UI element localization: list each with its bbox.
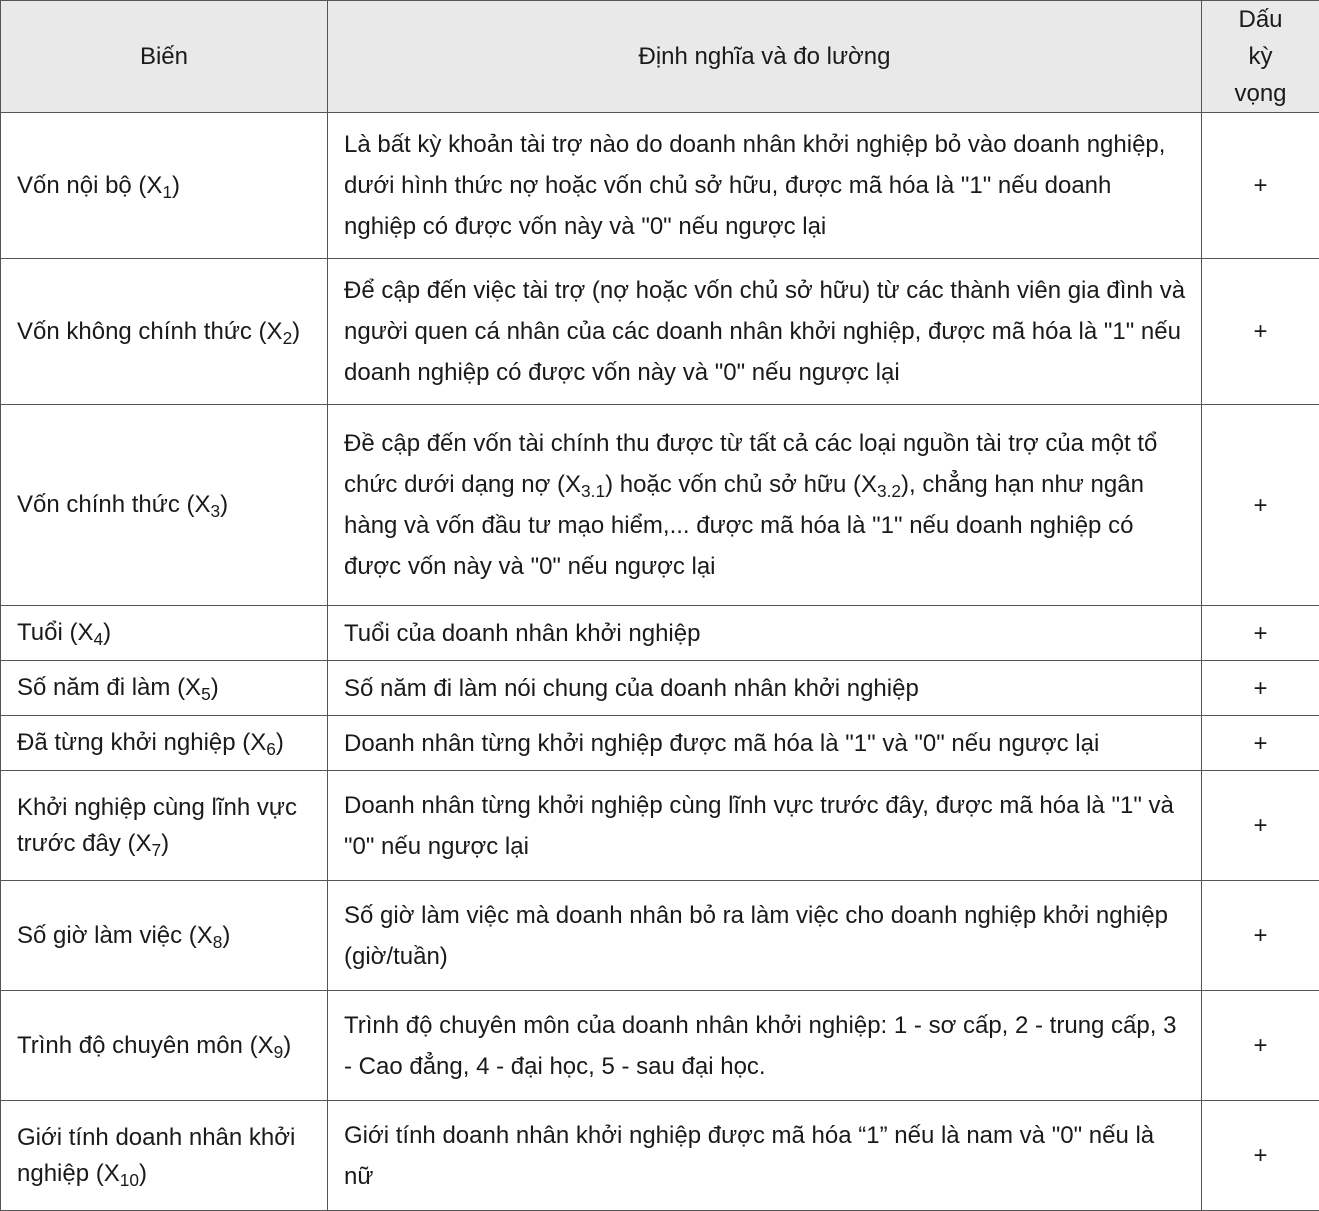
table-row (1, 661, 1319, 716)
variable-close-paren: ) (222, 922, 230, 949)
expected-sign-cell: + (1202, 606, 1319, 661)
definition-cell: Doanh nhân từng khởi nghiệp cùng lĩnh vực trước đây, được mã hóa là "1" và "0" nếu ngược lại (328, 771, 1202, 881)
table-row (1, 991, 1319, 1101)
variable-name: Vốn nội bộ (X (17, 172, 162, 199)
header-definition: Định nghĩa và đo lường (328, 1, 1202, 113)
variable-subscript: 6 (266, 739, 276, 759)
definition-cell: Doanh nhân từng khởi nghiệp được mã hóa là "1" và "0" nếu ngược lại (328, 716, 1202, 771)
variable-subscript: 1 (162, 181, 172, 201)
variable-close-paren: ) (220, 491, 228, 518)
variable-subscript: 3 (211, 501, 221, 521)
table-row (1, 113, 1319, 259)
variable-cell (1, 881, 328, 991)
variable-subscript: 9 (274, 1041, 284, 1061)
variable-close-paren: ) (276, 729, 284, 756)
definition-cell: Số năm đi làm nói chung của doanh nhân khởi nghiệp (328, 661, 1202, 716)
variable-subscript: 4 (93, 629, 103, 649)
definition-cell: Giới tính doanh nhân khởi nghiệp được mã hóa “1” nếu là nam và "0" nếu là nữ (328, 1101, 1202, 1211)
variable-cell (1, 1101, 328, 1211)
definition-cell: Để cập đến việc tài trợ (nợ hoặc vốn chủ sở hữu) từ các thành viên gia đình và người quen cá nhân của các doanh nhân khởi nghiệp, được mã hóa là "1" nếu doanh nghiệp có được vốn này và "0" nếu ngược lại (328, 259, 1202, 405)
variable-name: Vốn không chính thức (X (17, 318, 283, 345)
expected-sign-cell: + (1202, 405, 1319, 606)
variable-cell (1, 991, 328, 1101)
table-row (1, 405, 1319, 606)
variable-subscript: 2 (283, 327, 293, 347)
variable-close-paren: ) (139, 1160, 147, 1187)
variable-subscript: 8 (213, 931, 223, 951)
expected-sign-cell: + (1202, 991, 1319, 1101)
variable-close-paren: ) (172, 172, 180, 199)
variable-close-paren: ) (211, 674, 219, 701)
expected-sign-cell: + (1202, 716, 1319, 771)
variable-cell (1, 716, 328, 771)
variable-cell (1, 771, 328, 881)
variable-name: Số năm đi làm (X (17, 674, 201, 701)
table-body (1, 113, 1319, 1211)
expected-sign-cell: + (1202, 881, 1319, 991)
table-row (1, 716, 1319, 771)
variable-close-paren: ) (283, 1032, 291, 1059)
expected-sign-cell: + (1202, 113, 1319, 259)
variable-cell (1, 661, 328, 716)
variable-close-paren: ) (103, 619, 111, 646)
table-row (1, 259, 1319, 405)
variable-subscript: 7 (152, 839, 162, 859)
variable-name: Giới tính doanh nhân khởi nghiệp (X (17, 1124, 295, 1187)
table-row (1, 771, 1319, 881)
table-row (1, 1101, 1319, 1211)
table-row (1, 606, 1319, 661)
table-row (1, 881, 1319, 991)
variable-name: Trình độ chuyên môn (X (17, 1032, 274, 1059)
variable-name: Tuổi (X (17, 619, 93, 646)
expected-sign-cell: + (1202, 771, 1319, 881)
variable-subscript: 5 (201, 684, 211, 704)
variable-cell (1, 606, 328, 661)
expected-sign-cell: + (1202, 259, 1319, 405)
variable-close-paren: ) (161, 830, 169, 857)
variable-cell (1, 113, 328, 259)
definition-cell: Tuổi của doanh nhân khởi nghiệp (328, 606, 1202, 661)
expected-sign-cell: + (1202, 1101, 1319, 1211)
header-expected-sign: Dấu kỳ vọng (1202, 1, 1319, 113)
header-variable: Biến (1, 1, 328, 113)
variable-name: Vốn chính thức (X (17, 491, 211, 518)
header-row (1, 1, 1319, 113)
expected-sign-cell: + (1202, 661, 1319, 716)
variable-cell (1, 259, 328, 405)
definition-cell: Đề cập đến vốn tài chính thu được từ tất cả các loại nguồn tài trợ của một tổ chức dưới dạng nợ $(X_{3.1})$ hoặc vốn chủ sở hữu $(X_{3.2})$, chẳng hạn như ngân hàng và vốn đầu tư mạo hiểm,... được mã hóa là "1" nếu doanh nghiệp có được vốn này và "0" nếu ngược lại (328, 405, 1202, 606)
variable-name: Đã từng khởi nghiệp (X (17, 729, 266, 756)
variable-close-paren: ) (292, 318, 300, 345)
variable-name: Số giờ làm việc (X (17, 922, 213, 949)
variable-cell (1, 405, 328, 606)
definition-cell: Là bất kỳ khoản tài trợ nào do doanh nhân khởi nghiệp bỏ vào doanh nghiệp, dưới hình thức nợ hoặc vốn chủ sở hữu, được mã hóa là "1" nếu doanh nghiệp có được vốn này và "0" nếu ngược lại (328, 113, 1202, 259)
variable-subscript: 10 (120, 1169, 139, 1189)
definition-cell: Trình độ chuyên môn của doanh nhân khởi nghiệp: 1 - sơ cấp, 2 - trung cấp, 3 - Cao đẳng, 4 - đại học, 5 - sau đại học. (328, 991, 1202, 1101)
variable-name: Khởi nghiệp cùng lĩnh vực trước đây (X (17, 794, 297, 857)
definition-cell: Số giờ làm việc mà doanh nhân bỏ ra làm việc cho doanh nghiệp khởi nghiệp (giờ/tuần) (328, 881, 1202, 991)
